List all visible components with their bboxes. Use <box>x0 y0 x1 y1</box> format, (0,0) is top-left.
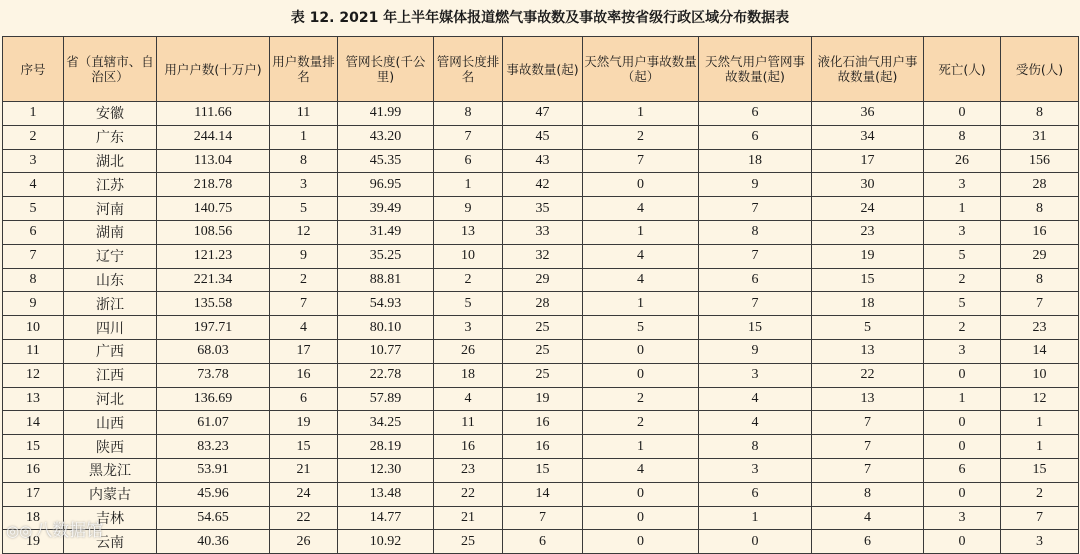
table-cell: 0 <box>924 435 1001 459</box>
header-pipe-rank: 管网长度排名 <box>434 37 503 102</box>
table-cell: 9 <box>3 292 64 316</box>
table-cell: 16 <box>270 363 338 387</box>
table-cell: 218.78 <box>157 173 270 197</box>
table-cell: 8 <box>3 268 64 292</box>
table-cell: 0 <box>583 173 699 197</box>
table-cell: 0 <box>699 530 812 554</box>
header-row <box>3 37 1079 102</box>
table-cell: 3 <box>434 316 503 340</box>
table-cell: 0 <box>924 530 1001 554</box>
table-row <box>3 197 1079 221</box>
province-cell: 湖北 <box>64 149 157 173</box>
table-cell: 11 <box>434 411 503 435</box>
table-cell: 54.65 <box>157 506 270 530</box>
table-cell: 1 <box>924 197 1001 221</box>
table-cell: 3 <box>924 173 1001 197</box>
table-title: 表 12. 2021 年上半年媒体报道燃气事故数及事故率按省级行政区域分布数据表 <box>290 10 790 26</box>
table-cell: 9 <box>434 197 503 221</box>
table-cell: 39.49 <box>338 197 434 221</box>
table-cell: 136.69 <box>157 387 270 411</box>
table-cell: 23 <box>434 458 503 482</box>
table-cell: 15 <box>270 435 338 459</box>
table-cell: 61.07 <box>157 411 270 435</box>
table-cell: 16 <box>3 458 64 482</box>
data-table <box>2 36 1079 554</box>
table-row <box>3 482 1079 506</box>
table-cell: 26 <box>924 149 1001 173</box>
table-cell: 43 <box>503 149 583 173</box>
table-cell: 18 <box>699 149 812 173</box>
table-cell: 45 <box>503 125 583 149</box>
table-cell: 1 <box>3 102 64 126</box>
table-cell: 9 <box>699 339 812 363</box>
table-cell: 34.25 <box>338 411 434 435</box>
table-cell: 11 <box>270 102 338 126</box>
table-cell: 1 <box>270 125 338 149</box>
table-cell: 32 <box>503 244 583 268</box>
table-cell: 15 <box>699 316 812 340</box>
province-cell: 吉林 <box>64 506 157 530</box>
table-cell: 13 <box>812 387 924 411</box>
table-cell: 8 <box>434 102 503 126</box>
table-cell: 2 <box>1001 482 1079 506</box>
watermark-text: 八数据馆 <box>35 521 104 541</box>
table-cell: 14 <box>503 482 583 506</box>
table-cell: 2 <box>270 268 338 292</box>
table-cell: 43.20 <box>338 125 434 149</box>
table-cell: 0 <box>583 530 699 554</box>
table-cell: 83.23 <box>157 435 270 459</box>
table-cell: 6 <box>270 387 338 411</box>
table-cell: 1 <box>1001 411 1079 435</box>
table-cell: 4 <box>699 387 812 411</box>
table-cell: 5 <box>434 292 503 316</box>
table-cell: 0 <box>583 482 699 506</box>
table-cell: 26 <box>270 530 338 554</box>
table-cell: 28.19 <box>338 435 434 459</box>
table-cell: 5 <box>270 197 338 221</box>
table-cell: 8 <box>699 435 812 459</box>
table-cell: 10 <box>1001 363 1079 387</box>
table-cell: 42 <box>503 173 583 197</box>
table-cell: 13 <box>434 220 503 244</box>
table-cell: 8 <box>1001 197 1079 221</box>
table-cell: 10 <box>3 316 64 340</box>
province-cell: 陕西 <box>64 435 157 459</box>
table-cell: 16 <box>1001 220 1079 244</box>
table-cell: 21 <box>270 458 338 482</box>
table-cell: 35.25 <box>338 244 434 268</box>
table-cell: 4 <box>699 411 812 435</box>
table-cell: 140.75 <box>157 197 270 221</box>
table-cell: 31.49 <box>338 220 434 244</box>
table-row <box>3 411 1079 435</box>
table-cell: 23 <box>812 220 924 244</box>
province-cell: 四川 <box>64 316 157 340</box>
table-cell: 8 <box>270 149 338 173</box>
header-accidents: 事故数量(起) <box>503 37 583 102</box>
table-cell: 4 <box>583 197 699 221</box>
header-injuries: 受伤(人) <box>1001 37 1079 102</box>
table-cell: 16 <box>503 435 583 459</box>
table-cell: 12 <box>3 363 64 387</box>
table-cell: 6 <box>812 530 924 554</box>
table-cell: 80.10 <box>338 316 434 340</box>
table-cell: 2 <box>583 125 699 149</box>
table-cell: 6 <box>699 482 812 506</box>
table-row <box>3 316 1079 340</box>
province-cell: 云南 <box>64 530 157 554</box>
table-cell: 7 <box>699 292 812 316</box>
table-cell: 8 <box>1001 102 1079 126</box>
table-cell: 22 <box>270 506 338 530</box>
table-cell: 0 <box>583 506 699 530</box>
table-cell: 8 <box>699 220 812 244</box>
header-users: 用户户数(十万户) <box>157 37 270 102</box>
table-cell: 1 <box>1001 435 1079 459</box>
table-cell: 17 <box>3 482 64 506</box>
table-cell: 0 <box>583 363 699 387</box>
table-cell: 25 <box>503 339 583 363</box>
table-cell: 6 <box>3 220 64 244</box>
table-cell: 0 <box>924 363 1001 387</box>
table-row <box>3 244 1079 268</box>
province-cell: 河南 <box>64 197 157 221</box>
table-cell: 18 <box>812 292 924 316</box>
province-cell: 山东 <box>64 268 157 292</box>
table-cell: 17 <box>812 149 924 173</box>
table-cell: 19 <box>812 244 924 268</box>
table-cell: 19 <box>3 530 64 554</box>
table-cell: 9 <box>270 244 338 268</box>
table-cell: 4 <box>583 268 699 292</box>
table-cell: 22 <box>812 363 924 387</box>
header-deaths: 死亡(人) <box>924 37 1001 102</box>
header-province: 省（直辖市、自治区） <box>64 37 157 102</box>
table-cell: 15 <box>1001 458 1079 482</box>
province-cell: 广西 <box>64 339 157 363</box>
table-cell: 9 <box>699 173 812 197</box>
table-row <box>3 458 1079 482</box>
table-row <box>3 173 1079 197</box>
table-cell: 47 <box>503 102 583 126</box>
table-row <box>3 220 1079 244</box>
table-cell: 2 <box>583 411 699 435</box>
table-cell: 1 <box>699 506 812 530</box>
province-cell: 河北 <box>64 387 157 411</box>
table-cell: 1 <box>434 173 503 197</box>
table-cell: 2 <box>3 125 64 149</box>
table-cell: 4 <box>434 387 503 411</box>
table-cell: 135.58 <box>157 292 270 316</box>
table-row <box>3 363 1079 387</box>
table-row <box>3 387 1079 411</box>
table-cell: 96.95 <box>338 173 434 197</box>
table-cell: 3 <box>924 220 1001 244</box>
table-cell: 221.34 <box>157 268 270 292</box>
table-row <box>3 125 1079 149</box>
table-cell: 3 <box>1001 530 1079 554</box>
header-users-rank: 用户数量排名 <box>270 37 338 102</box>
table-cell: 3 <box>924 339 1001 363</box>
province-cell: 浙江 <box>64 292 157 316</box>
table-cell: 3 <box>270 173 338 197</box>
table-cell: 6 <box>699 125 812 149</box>
table-cell: 1 <box>583 102 699 126</box>
table-cell: 13 <box>3 387 64 411</box>
table-cell: 113.04 <box>157 149 270 173</box>
table-cell: 6 <box>503 530 583 554</box>
table-cell: 5 <box>3 197 64 221</box>
table-cell: 73.78 <box>157 363 270 387</box>
table-cell: 14 <box>1001 339 1079 363</box>
table-cell: 6 <box>699 102 812 126</box>
province-cell: 江苏 <box>64 173 157 197</box>
table-cell: 25 <box>434 530 503 554</box>
table-cell: 2 <box>924 316 1001 340</box>
table-cell: 8 <box>812 482 924 506</box>
table-cell: 12.30 <box>338 458 434 482</box>
table-cell: 36 <box>812 102 924 126</box>
table-row <box>3 435 1079 459</box>
table-cell: 3 <box>699 363 812 387</box>
table-cell: 53.91 <box>157 458 270 482</box>
table-cell: 6 <box>924 458 1001 482</box>
header-lpg-accidents: 液化石油气用户事故数量(起) <box>812 37 924 102</box>
table-cell: 7 <box>1001 292 1079 316</box>
table-row <box>3 102 1079 126</box>
table-cell: 25 <box>503 316 583 340</box>
table-cell: 7 <box>1001 506 1079 530</box>
table-cell: 7 <box>503 506 583 530</box>
table-cell: 108.56 <box>157 220 270 244</box>
table-cell: 24 <box>270 482 338 506</box>
table-cell: 6 <box>434 149 503 173</box>
table-cell: 6 <box>699 268 812 292</box>
table-cell: 7 <box>270 292 338 316</box>
table-cell: 16 <box>434 435 503 459</box>
table-cell: 54.93 <box>338 292 434 316</box>
table-cell: 18 <box>434 363 503 387</box>
table-cell: 1 <box>583 435 699 459</box>
table-cell: 0 <box>583 339 699 363</box>
table-cell: 31 <box>1001 125 1079 149</box>
table-cell: 10 <box>434 244 503 268</box>
table-cell: 1 <box>924 387 1001 411</box>
table-row <box>3 530 1079 554</box>
table-cell: 5 <box>812 316 924 340</box>
province-cell: 湖南 <box>64 220 157 244</box>
table-cell: 3 <box>3 149 64 173</box>
table-cell: 7 <box>583 149 699 173</box>
table-cell: 12 <box>270 220 338 244</box>
table-cell: 22.78 <box>338 363 434 387</box>
table-cell: 0 <box>924 482 1001 506</box>
table-cell: 3 <box>924 506 1001 530</box>
table-cell: 8 <box>1001 268 1079 292</box>
table-cell: 14.77 <box>338 506 434 530</box>
table-cell: 18 <box>3 506 64 530</box>
header-ng-pipe-accidents: 天然气用户管网事故数量(起) <box>699 37 812 102</box>
table-cell: 33 <box>503 220 583 244</box>
table-row <box>3 506 1079 530</box>
table-cell: 57.89 <box>338 387 434 411</box>
header-index: 序号 <box>3 37 64 102</box>
eye-logo-icon: ◎◎ <box>6 522 33 540</box>
table-cell: 30 <box>812 173 924 197</box>
table-cell: 2 <box>583 387 699 411</box>
table-cell: 1 <box>583 292 699 316</box>
table-cell: 40.36 <box>157 530 270 554</box>
province-cell: 辽宁 <box>64 244 157 268</box>
table-cell: 5 <box>583 316 699 340</box>
table-cell: 28 <box>503 292 583 316</box>
table-cell: 0 <box>924 411 1001 435</box>
table-cell: 2 <box>924 268 1001 292</box>
table-cell: 29 <box>503 268 583 292</box>
table-cell: 29 <box>1001 244 1079 268</box>
table-cell: 4 <box>270 316 338 340</box>
table-cell: 2 <box>434 268 503 292</box>
table-cell: 19 <box>503 387 583 411</box>
table-cell: 68.03 <box>157 339 270 363</box>
table-cell: 45.96 <box>157 482 270 506</box>
table-cell: 7 <box>812 458 924 482</box>
table-cell: 15 <box>3 435 64 459</box>
table-cell: 41.99 <box>338 102 434 126</box>
table-cell: 15 <box>812 268 924 292</box>
table-cell: 17 <box>270 339 338 363</box>
table-cell: 13 <box>812 339 924 363</box>
province-cell: 黑龙江 <box>64 458 157 482</box>
table-cell: 28 <box>1001 173 1079 197</box>
table-cell: 11 <box>3 339 64 363</box>
table-cell: 156 <box>1001 149 1079 173</box>
table-cell: 12 <box>1001 387 1079 411</box>
table-cell: 21 <box>434 506 503 530</box>
province-cell: 安徽 <box>64 102 157 126</box>
table-cell: 0 <box>924 102 1001 126</box>
table-cell: 10.92 <box>338 530 434 554</box>
table-cell: 13.48 <box>338 482 434 506</box>
table-cell: 244.14 <box>157 125 270 149</box>
header-ng-user-accidents: 天然气用户事故数量（起） <box>583 37 699 102</box>
table-cell: 4 <box>583 244 699 268</box>
table-cell: 5 <box>924 244 1001 268</box>
table-cell: 25 <box>503 363 583 387</box>
table-cell: 34 <box>812 125 924 149</box>
table-cell: 8 <box>924 125 1001 149</box>
table-cell: 23 <box>1001 316 1079 340</box>
table-row <box>3 268 1079 292</box>
table-cell: 22 <box>434 482 503 506</box>
table-cell: 121.23 <box>157 244 270 268</box>
province-cell: 广东 <box>64 125 157 149</box>
table-cell: 88.81 <box>338 268 434 292</box>
table-row <box>3 149 1079 173</box>
table-cell: 16 <box>503 411 583 435</box>
table-cell: 10.77 <box>338 339 434 363</box>
table-cell: 4 <box>3 173 64 197</box>
table-row <box>3 339 1079 363</box>
table-cell: 7 <box>699 197 812 221</box>
table-row <box>3 292 1079 316</box>
table-cell: 15 <box>503 458 583 482</box>
table-body <box>3 102 1079 554</box>
table-cell: 45.35 <box>338 149 434 173</box>
table-cell: 7 <box>434 125 503 149</box>
table-cell: 14 <box>3 411 64 435</box>
table-cell: 1 <box>583 220 699 244</box>
province-cell: 内蒙古 <box>64 482 157 506</box>
table-cell: 3 <box>699 458 812 482</box>
table-cell: 7 <box>3 244 64 268</box>
table-cell: 7 <box>812 435 924 459</box>
table-cell: 26 <box>434 339 503 363</box>
table-cell: 4 <box>812 506 924 530</box>
table-cell: 197.71 <box>157 316 270 340</box>
table-cell: 24 <box>812 197 924 221</box>
table-cell: 4 <box>583 458 699 482</box>
table-cell: 111.66 <box>157 102 270 126</box>
table-cell: 5 <box>924 292 1001 316</box>
table-cell: 35 <box>503 197 583 221</box>
header-pipe-length: 管网长度(千公里) <box>338 37 434 102</box>
province-cell: 山西 <box>64 411 157 435</box>
table-cell: 19 <box>270 411 338 435</box>
province-cell: 江西 <box>64 363 157 387</box>
table-cell: 7 <box>699 244 812 268</box>
table-cell: 7 <box>812 411 924 435</box>
